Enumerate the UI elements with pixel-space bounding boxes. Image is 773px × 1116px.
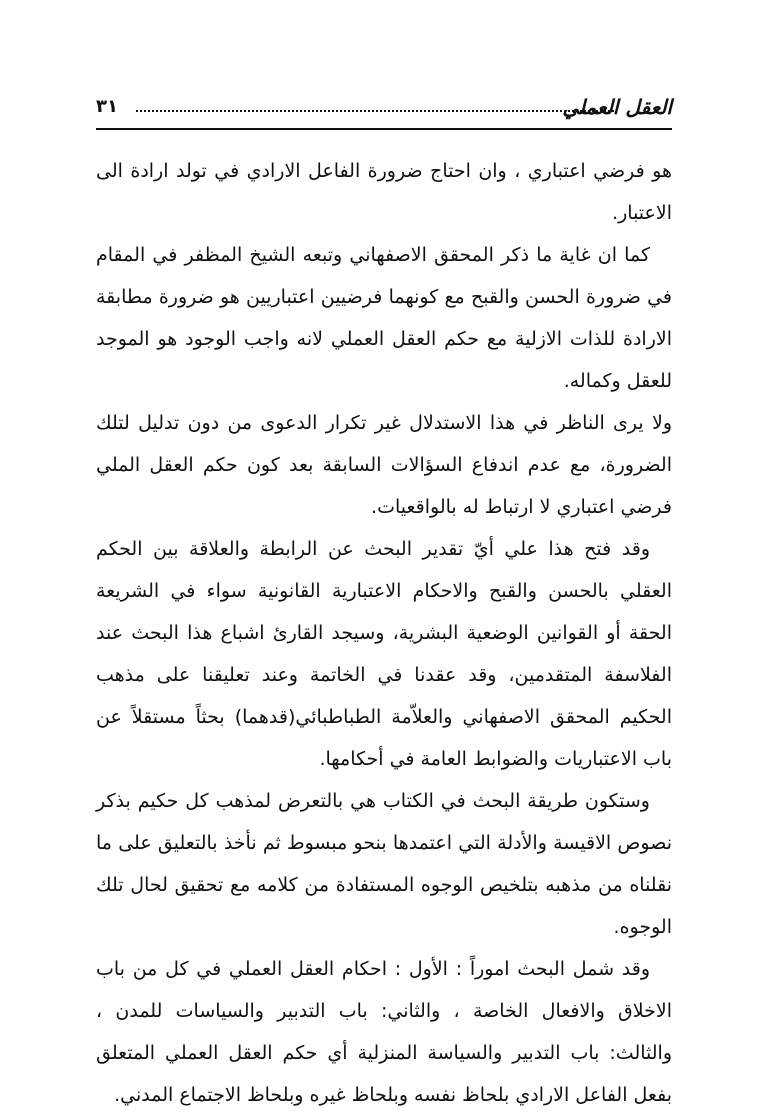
paragraph: كما ان غاية ما ذكر المحقق الاصفهاني وتبعه الشيخ المظفر في المقام في ضرورة الحسن والقبح مع كونهما فرضيين اعتباريين هو ضرورة مطابقة الارادة للذات الازلية مع حكم العقل العملي لانه واجب الوجود هو الموجد للعقل وكماله. (96, 244, 672, 392)
body-text (96, 150, 672, 1116)
header-dot-leader (136, 110, 614, 112)
paragraph: وقد فتح هذا علي أيّ تقدير البحث عن الرابطة والعلاقة بين الحكم العقلي بالحسن والقبح والاحكام الاعتبارية القانونية سواء في الشريعة الحقة أو القوانين الوضعية البشرية، وسيجد القارئ اشباع هذا البحث عند الفلاسفة المتقدمين، وقد عقدنا في الخاتمة وعند تعليقنا على مذهب الحكيم المحقق الاصفهاني والعلاّمة الطباطبائي(قدهما) بحثاً مستقلاً عن باب الاعتباريات والضوابط العامة في أحكامها. (96, 538, 672, 770)
paragraph: وستكون طريقة البحث في الكتاب هي بالتعرض لمذهب كل حكيم بذكر نصوص الاقيسة والأدلة التي اعتمدها بنحو مبسوط ثم نأخذ بالتعليق على ما نقلناه من مذهبه بتلخيص الوجوه المستفادة من كلامه مع تحقيق لحال تلك الوجوه. (96, 790, 672, 938)
paragraph: هو فرضي اعتباري ، وان احتاج ضرورة الفاعل الارادي في تولد ارادة الى الاعتبار. (96, 160, 672, 224)
running-title: العقل العملي (562, 95, 672, 119)
paragraph: وقد شمل البحث اموراً : الأول : احكام العقل العملي في كل من باب الاخلاق والافعال الخاصة ، والثاني: باب التدبير والسياسات للمدن ، والثالث: باب التدبير والسياسة المنزلية أي حكم العقل العملي المتعلق بفعل الفاعل الارادي بلحاظ نفسه وبلحاظ غيره وبلحاظ الاجتماع المدني. (96, 958, 672, 1106)
running-header (96, 93, 672, 129)
page-number: ٣١ (96, 96, 118, 117)
header-rule (96, 128, 672, 130)
paragraph: ولا يرى الناظر في هذا الاستدلال غير تكرار الدعوى من دون تدليل لتلك الضرورة، مع عدم اندفاع السؤالات السابقة بعد كون حكم العقل الملي فرضي اعتباري لا ارتباط له بالواقعيات. (96, 412, 672, 518)
